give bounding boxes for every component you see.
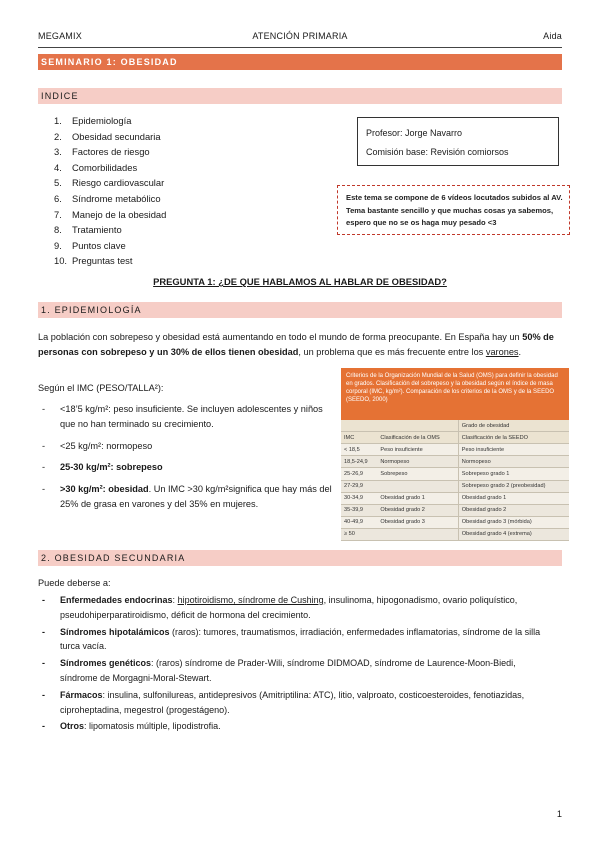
cause-title: Fármacos xyxy=(60,689,103,700)
bmi-row xyxy=(341,468,569,480)
indice-label: Puntos clave xyxy=(72,239,126,251)
header-right: Aida xyxy=(543,31,562,41)
cause-text: insulina, sulfonilureas, antidepresivos (Amitriptilina: ATC), litio, valproato, costicoesteroides, fenotiazidas, ciproheptadina, megestrol (progestágeno). xyxy=(60,689,525,715)
cause-text: lipomatosis múltiple, lipodistrofia. xyxy=(89,721,221,732)
imc-bold: >30 kg/m²: obesidad xyxy=(60,483,149,494)
imc-intro: Según el IMC (PESO/TALLA²): xyxy=(38,383,164,393)
imc-text: . Un IMC >30 kg/m²significa que hay más del 25% de grasa en varones y del 35% en mujeres. xyxy=(60,483,332,510)
indice-number: 9. xyxy=(54,239,62,251)
cause-item xyxy=(38,719,548,734)
indice-number: 2. xyxy=(54,130,62,142)
indice-number: 7. xyxy=(54,208,62,220)
cause-underlined: hipotiroidismo, síndrome de Cushing xyxy=(177,595,324,605)
bmi-cell: 27-29,9 xyxy=(341,480,377,492)
indice-number: 5. xyxy=(54,177,62,189)
imc-item xyxy=(38,439,338,454)
header-center: ATENCIÓN PRIMARIA xyxy=(252,31,348,41)
bmi-cell xyxy=(377,480,458,492)
section-1-heading: 1. EPIDEMIOLOGÍA xyxy=(38,302,562,318)
paragraph-text: , un problema que es más frecuente entre los xyxy=(298,347,484,358)
column-header: IMC xyxy=(341,432,377,444)
header-left: MEGAMIX xyxy=(38,31,82,41)
imc-item xyxy=(38,482,338,513)
indice-item xyxy=(54,113,166,129)
paragraph-text: La población con sobrepeso y obesidad está aumentando en todo el mundo de forma preocupante. En España hay un xyxy=(38,332,520,342)
cause-title: Síndromes hipotalámicos xyxy=(60,626,170,637)
paragraph-underline: varones xyxy=(485,347,519,358)
indice-number: 6. xyxy=(54,192,62,204)
indice-item xyxy=(54,238,166,254)
cause-item xyxy=(38,625,548,655)
bmi-cell xyxy=(377,528,458,540)
bmi-row xyxy=(341,444,569,456)
indice-label: Manejo de la obesidad xyxy=(72,208,167,220)
bmi-row xyxy=(341,480,569,492)
bmi-row xyxy=(341,516,569,528)
bmi-cell: 40-49,9 xyxy=(341,516,377,528)
cause-sep: : xyxy=(172,595,178,605)
paragraph-text: . xyxy=(518,347,522,358)
bmi-table xyxy=(341,420,569,541)
note-text: Este tema se compone de 6 vídeos locutados subidos al AV. Tema bastante sencillo y que muchas cosas ya sabemos, espero que no se os haga muy pesado <3 xyxy=(346,193,563,227)
indice-label: Epidemiología xyxy=(72,115,132,126)
group-header: Grado de obesidad xyxy=(458,420,569,432)
bmi-classification-figure xyxy=(341,368,569,541)
imc-item xyxy=(38,402,338,433)
bmi-row xyxy=(341,528,569,540)
indice-number: 4. xyxy=(54,161,62,173)
causes-list xyxy=(38,593,548,736)
bmi-cell: Obesidad grado 2 xyxy=(377,504,458,516)
indice-item xyxy=(54,144,166,160)
commission-text: Comisión base: Revisión comiorsos xyxy=(366,147,509,157)
indice-item xyxy=(54,175,166,191)
cause-title: Otros xyxy=(60,721,85,732)
bmi-cell: ≥ 50 xyxy=(341,528,377,540)
indice-label: Preguntas test xyxy=(72,255,133,267)
bmi-cell: 35-39,9 xyxy=(341,504,377,516)
page-number: 1 xyxy=(556,809,562,819)
cause-item xyxy=(38,656,548,686)
indice-label: Tratamiento xyxy=(72,224,122,236)
header-divider xyxy=(38,47,562,48)
indice-number: 8. xyxy=(54,224,62,236)
indice-number: 1. xyxy=(54,115,62,126)
bmi-cell: Sobrepeso grado 2 (preobesidad) xyxy=(458,480,569,492)
cause-sep: : xyxy=(151,658,157,669)
bmi-cell: Obesidad grado 2 xyxy=(458,504,569,516)
bmi-cell: Normopeso xyxy=(458,456,569,468)
indice-item xyxy=(54,253,166,269)
bmi-cell: 30-34,9 xyxy=(341,492,377,504)
bmi-cell: < 18,5 xyxy=(341,444,377,456)
bmi-row xyxy=(341,492,569,504)
bmi-cell: Normopeso xyxy=(377,456,458,468)
bmi-cell: Obesidad grado 3 (mórbida) xyxy=(458,516,569,528)
bmi-row xyxy=(341,504,569,516)
imc-text: <25 kg/m²: normopeso xyxy=(60,440,153,451)
professor-name: Profesor: Jorge Navarro xyxy=(366,128,463,138)
indice-item xyxy=(54,160,166,176)
column-header: Clasificación de la SEEDO xyxy=(458,432,569,444)
cause-title: Enfermedades endocrinas xyxy=(60,595,173,605)
indice-number: 10. xyxy=(54,255,68,267)
imc-text: <18’5 kg/m²: peso insuficiente. Se incluyen adolescentes y niños que no han terminado su crecimiento. xyxy=(60,404,323,430)
bmi-cell: Sobrepeso xyxy=(377,468,458,480)
note-box xyxy=(337,185,570,235)
seminar-title: SEMINARIO 1: OBESIDAD xyxy=(38,54,562,70)
indice-label: Factores de riesgo xyxy=(72,146,150,158)
indice-label: Obesidad secundaria xyxy=(72,130,161,142)
cause-item xyxy=(38,688,548,718)
indice-number: 3. xyxy=(54,146,62,158)
cause-item xyxy=(38,593,548,623)
indice-label: Síndrome metabólico xyxy=(72,192,161,204)
indice-item xyxy=(54,191,166,207)
paragraph-bold: 50% de personas con sobrepeso y un 30% de ellos tienen obesidad xyxy=(38,332,554,358)
bmi-cell: Peso insuficiente xyxy=(377,444,458,456)
indice-item xyxy=(54,222,166,238)
epidemiology-paragraph xyxy=(38,330,562,361)
column-header: Clasificación de la OMS xyxy=(377,432,458,444)
imc-bold: 25-30 kg/m²: sobrepeso xyxy=(60,462,163,473)
bmi-cell: Obesidad grado 4 (extrema) xyxy=(458,528,569,540)
page-header xyxy=(38,30,562,44)
indice-label: Riesgo cardiovascular xyxy=(72,177,165,189)
bmi-cell: Obesidad grado 3 xyxy=(377,516,458,528)
cause-title: Síndromes genéticos xyxy=(60,658,152,669)
indice-list xyxy=(54,113,166,269)
professor-box xyxy=(357,117,559,166)
indice-heading: INDICE xyxy=(38,88,562,104)
bmi-cell: Peso insuficiente xyxy=(458,444,569,456)
bmi-cell: Obesidad grado 1 xyxy=(377,492,458,504)
bmi-cell: Obesidad grado 1 xyxy=(458,492,569,504)
cause-text: (raros) síndrome de Prader-Wili, síndrome DIDMOAD, síndrome de Laurence-Moon-Biedi, síndrome de Morgagni-Moral-Stewart. xyxy=(60,658,516,683)
figure-caption: Criterios de la Organización Mundial de la Salud (OMS) para definir la obesidad en grados. Clasificación del sobrepeso y la obesidad según el índice de masa corporal (IMC, kg/m²). Comparación de los criterios de la OMS y de la SEEDO (SEEDO, 2000) xyxy=(341,368,569,420)
imc-item xyxy=(38,460,338,475)
section-2-intro: Puede deberse a: xyxy=(38,578,111,588)
bmi-cell: Sobrepeso grado 1 xyxy=(458,468,569,480)
cause-text: (raros): tumores, traumatismos, irradiación, enfermedades inflamatorias, síndrome de la silla turca vacía. xyxy=(60,626,541,652)
bmi-row xyxy=(341,456,569,468)
indice-item xyxy=(54,207,166,223)
indice-item xyxy=(54,129,166,145)
question-title: PREGUNTA 1: ¿DE QUE HABLAMOS AL HABLAR DE OBESIDAD? xyxy=(153,276,447,287)
cause-sep: : xyxy=(84,721,90,732)
cause-sep: : xyxy=(102,689,108,700)
section-2-heading: 2. OBESIDAD SECUNDARIA xyxy=(38,550,562,566)
imc-list xyxy=(38,402,338,518)
cause-text: , insulinoma, hipogonadismo, ovario poliquístico, pseudohiperparatiroidismo, déficit de hormona del crecimiento. xyxy=(60,595,518,620)
indice-label: Comorbilidades xyxy=(72,161,138,173)
bmi-cell: 18,5-24,9 xyxy=(341,456,377,468)
bmi-cell: 25-26,9 xyxy=(341,468,377,480)
